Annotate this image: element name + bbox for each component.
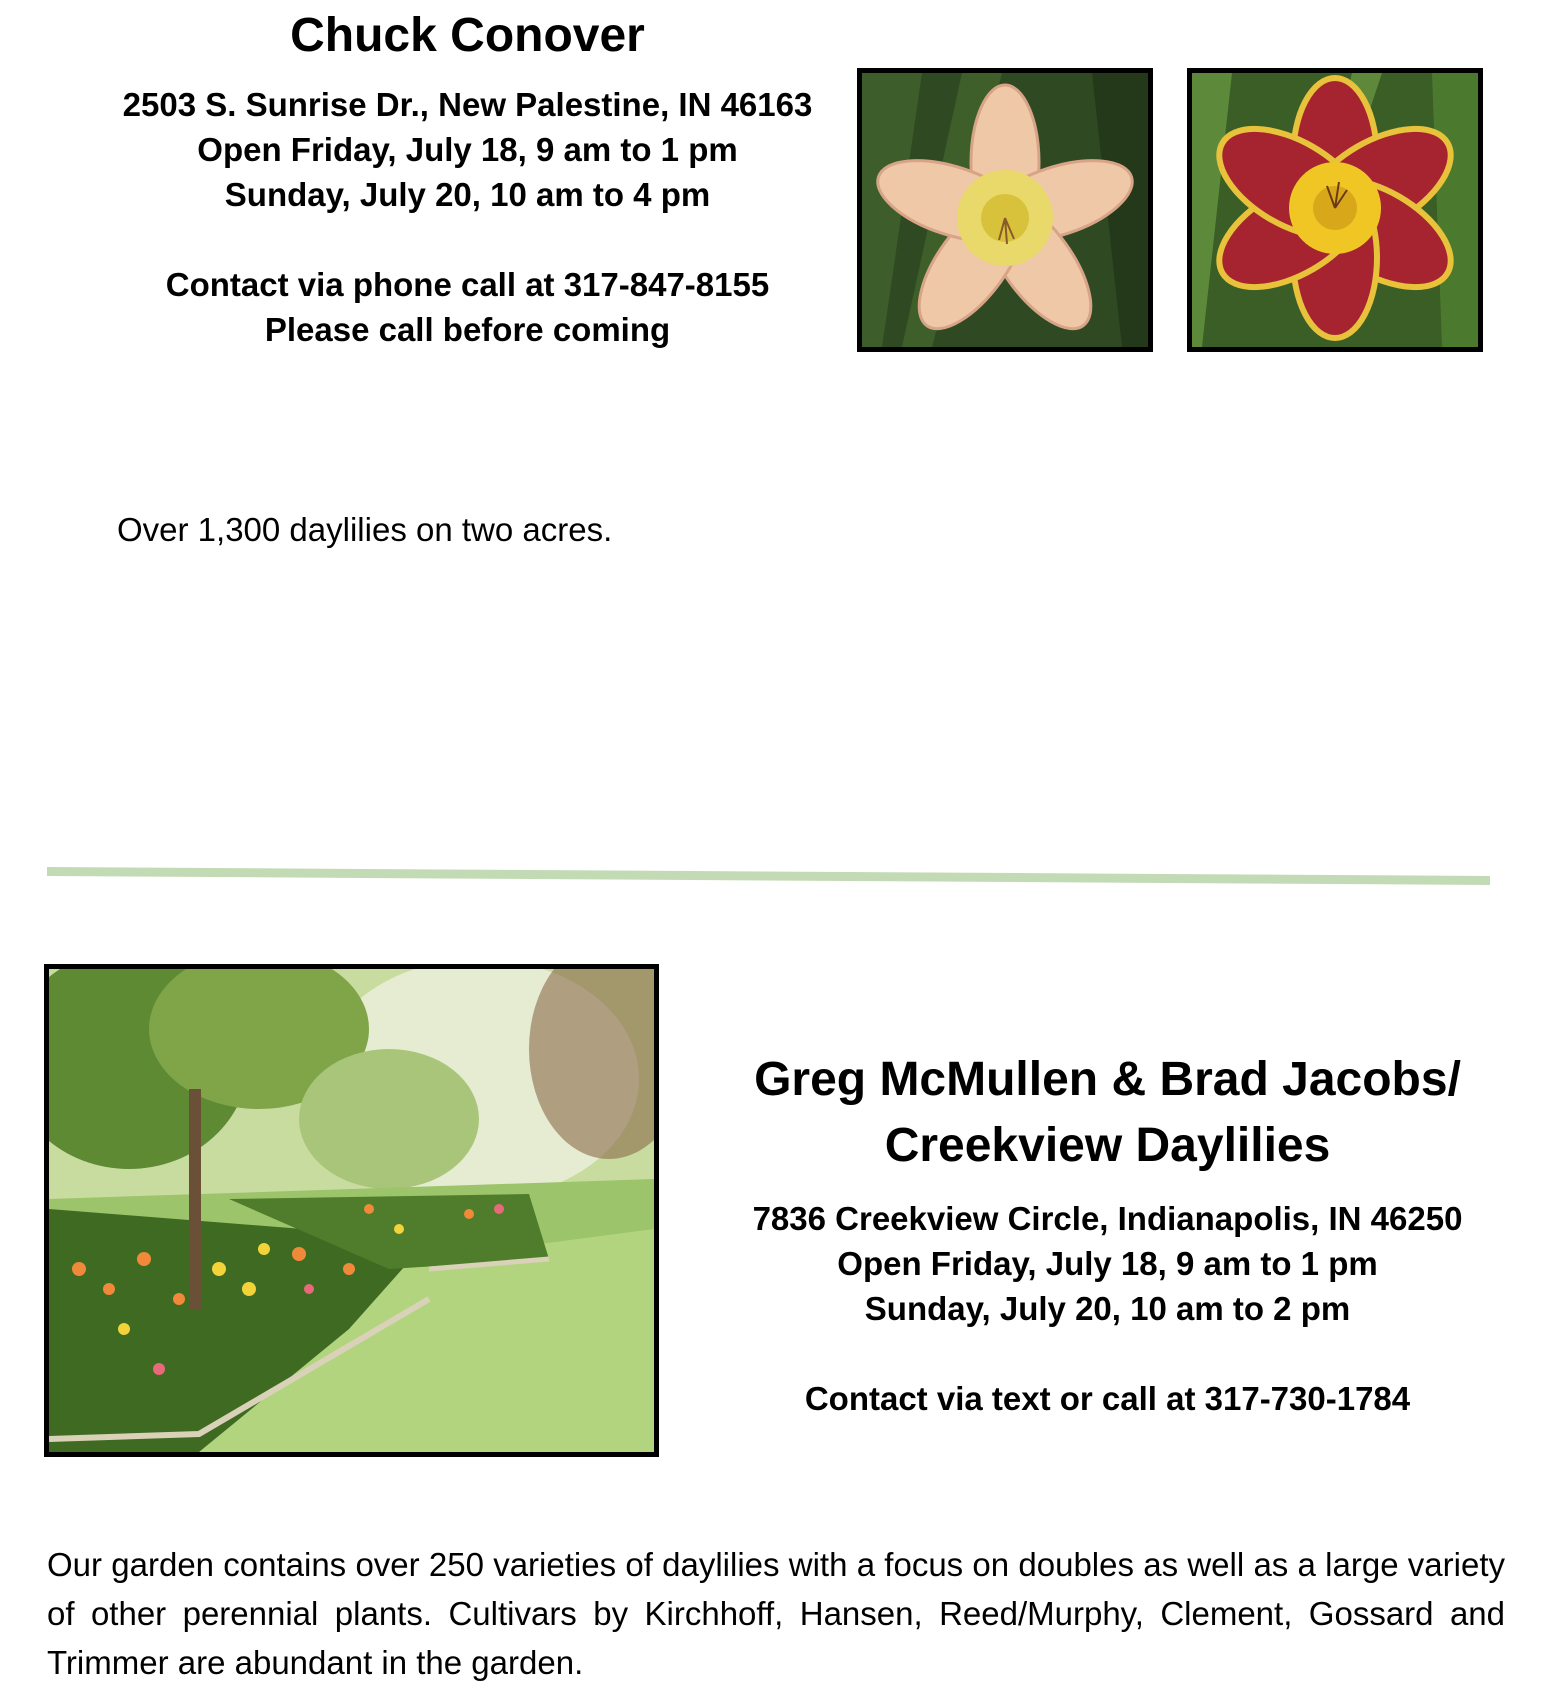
garden2-description: Our garden contains over 250 varieties of daylilies with a focus on doubles as well as a large variety of other perennial plants. Cultivars by Kirchhoff, Hansen, Reed/Murphy, Clement, Gossard and Trimmer are abundant in the garden.: [47, 1546, 1505, 1681]
garden1-note: Please call before coming: [264, 311, 671, 348]
garden2-info: [680, 1196, 1535, 1331]
garden1-contact: Contact via phone call at 317-847-8155: [165, 266, 770, 303]
garden-photo: [44, 964, 659, 1457]
garden1-name: Chuck Conover: [290, 9, 645, 62]
garden1-address: 2503 S. Sunrise Dr., New Palestine, IN 46163: [122, 86, 813, 123]
garden1-open-friday: Open Friday, July 18, 9 am to 1 pm: [197, 131, 738, 168]
garden2-name: [680, 1047, 1535, 1179]
daylily-peach-photo: [857, 68, 1153, 352]
garden1-contact-block: [90, 262, 845, 352]
garden1-description: Over 1,300 daylilies on two acres.: [117, 511, 613, 548]
section-divider: [47, 859, 1490, 885]
garden1-open-sunday: Sunday, July 20, 10 am to 4 pm: [224, 176, 711, 213]
garden2-name-line1: Greg McMullen & Brad Jacobs/: [754, 1053, 1461, 1106]
garden2-contact: Contact via text or call at 317-730-1784: [804, 1380, 1411, 1417]
garden2-open-sunday: Sunday, July 20, 10 am to 2 pm: [864, 1290, 1351, 1327]
daylily-red-photo: [1187, 68, 1483, 352]
garden2-open-friday: Open Friday, July 18, 9 am to 1 pm: [837, 1245, 1378, 1282]
garden1-info: [90, 82, 845, 217]
garden2-name-line2: Creekview Daylilies: [884, 1119, 1331, 1172]
garden2-address: 7836 Creekview Circle, Indianapolis, IN 46250: [752, 1200, 1463, 1237]
